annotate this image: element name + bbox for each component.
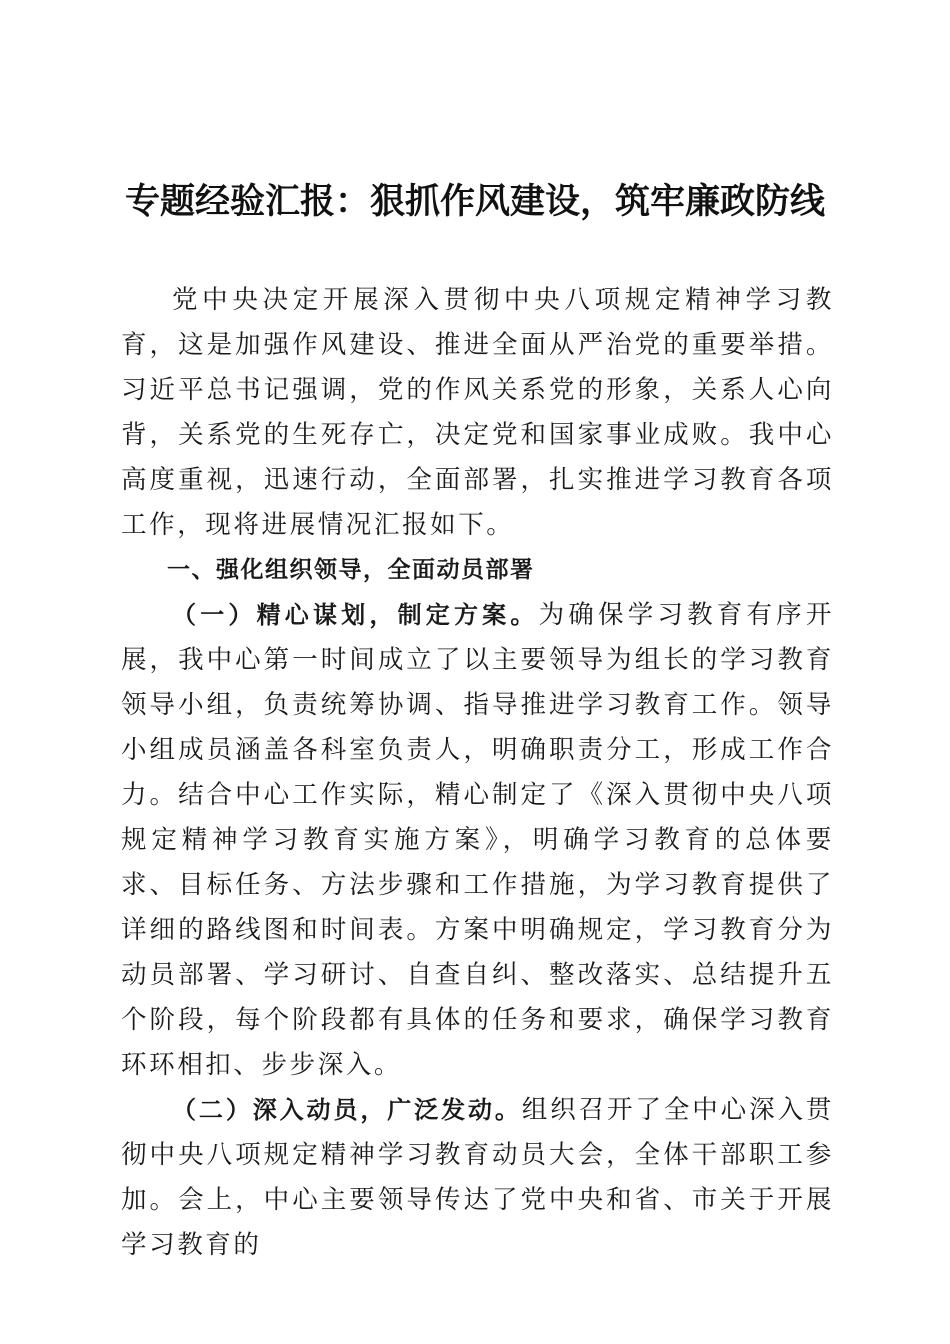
section-item-lead: （二）深入动员，广泛发动。 — [172, 1096, 522, 1124]
section-item-body: 为确保学习教育有序开展，我中心第一时间成立了以主要领导为组长的学习教育领导小组，负责统筹协调、指导推进学习教育工作。领导小组成员涵盖各科室负责人，明确职责分工，形成工作合力。结合中心工作实际，精心制定了《深入贯彻中央八项规定精神学习教育实施方案》，明确学习教育的总体要求、目标任务、方法步骤和工作措施，为学习教育提供了详细的路线图和时间表。方案中明确规定，学习教育分为动员部署、学习研讨、自查自纠、整改落实、总结提升五个阶段，每个阶段都有具体的任务和要求，确保学习教育环环相扣、步步深入。 — [121, 600, 834, 1080]
section-item-paragraph — [121, 1088, 834, 1268]
section-heading: 一、强化组织领导，全面动员部署 — [167, 557, 535, 583]
intro-paragraph: 党中央决定开展深入贯彻中央八项规定精神学习教育，这是加强作风建设、推进全面从严治党的重要举措。习近平总书记强调，党的作风关系党的形象，关系人心向背，关系党的生死存亡，决定党和国家事业成败。我中心高度重视，迅速行动，全面部署，扎实推进学习教育各项工作，现将进展情况汇报如下。 — [121, 285, 834, 540]
section-item-lead: （一）精心谋划，制定方案。 — [172, 601, 539, 629]
section-item-body: 组织召开了全中心深入贯彻中央八项规定精神学习教育动员大会，全体干部职工参加。会上，中心主要领导传达了党中央和省、市关于开展学习教育的 — [121, 1095, 834, 1260]
section-item-paragraph — [121, 593, 834, 1088]
document-body — [121, 278, 834, 1268]
document-title: 专题经验汇报：狠抓作风建设，筑牢廉政防线 — [124, 181, 825, 222]
